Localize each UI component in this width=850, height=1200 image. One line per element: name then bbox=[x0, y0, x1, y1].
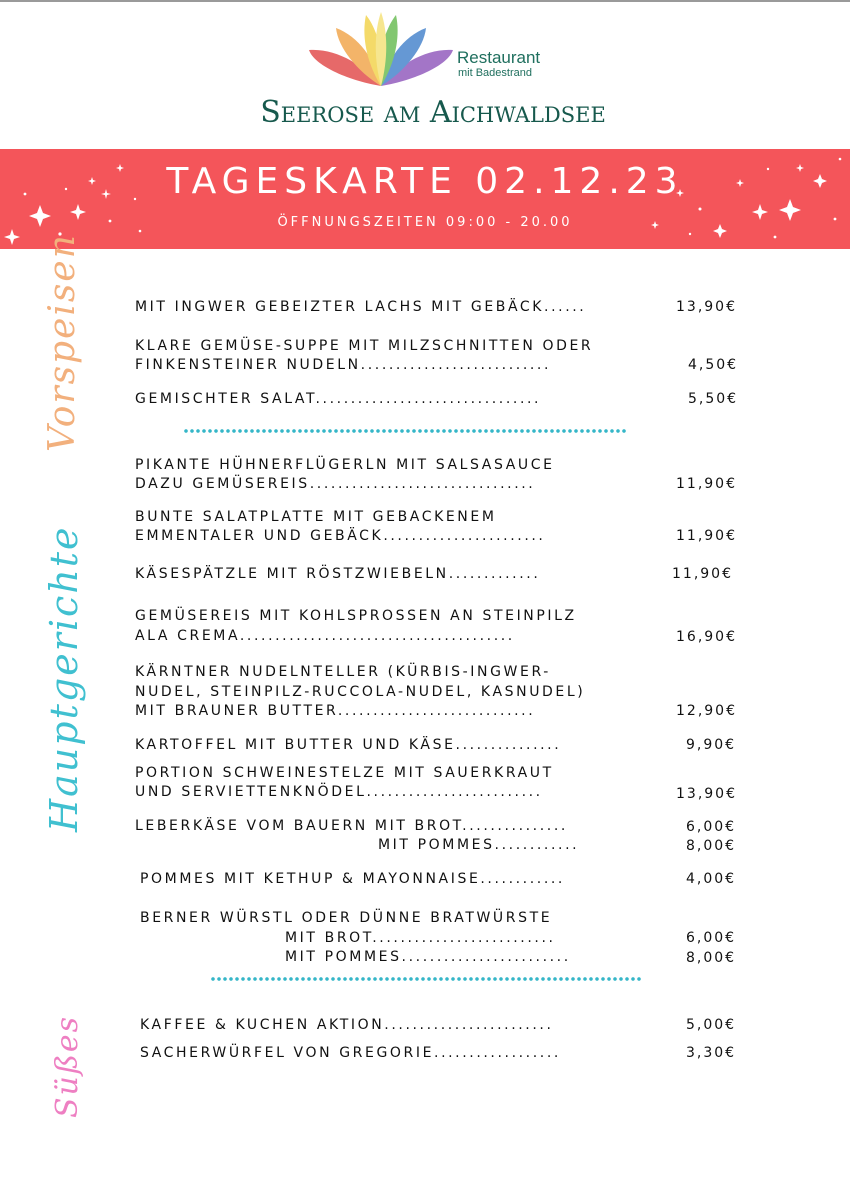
menu-price-pommes: 4,00€ bbox=[686, 871, 737, 887]
menu-price-salat: 5,50€ bbox=[688, 391, 739, 407]
menu-item-gemuesereis: GEMÜSEREIS MIT KOHLSPROSSEN AN STEINPILZ bbox=[135, 608, 577, 624]
section-label-suesses: Süßes bbox=[50, 1014, 85, 1118]
menu-price-wuerstel-pommes: 8,00€ bbox=[686, 950, 737, 966]
menu-item-salatplatte-line2: EMMENTALER UND GEBÄCK....................... bbox=[135, 528, 546, 544]
title-banner bbox=[0, 149, 850, 249]
menu-item-schweinestelze-line2: UND SERVIETTENKNÖDEL......................... bbox=[135, 784, 543, 800]
menu-price-gemuesereis: 16,90€ bbox=[676, 629, 737, 645]
menu-price-sacherwuerfel: 3,30€ bbox=[686, 1045, 737, 1061]
section-label-hauptgerichte: Hauptgerichte bbox=[42, 525, 86, 832]
menu-price-salatplatte: 11,90€ bbox=[676, 528, 737, 544]
menu-item-sacherwuerfel: SACHERWÜRFEL VON GREGORIE.................. bbox=[140, 1045, 561, 1061]
menu-item-nudelteller-line2: NUDEL, STEINPILZ-RUCCOLA-NUDEL, KASNUDEL) bbox=[135, 684, 586, 700]
menu-item-schweinestelze: PORTION SCHWEINESTELZE MIT SAUERKRAUT bbox=[135, 765, 554, 781]
section-separator bbox=[183, 428, 627, 434]
menu-item-salat: GEMISCHTER SALAT................................ bbox=[135, 391, 542, 407]
daily-menu-title: TAGESKARTE 02.12.23 bbox=[166, 161, 684, 202]
lotus-logo bbox=[306, 10, 456, 90]
menu-item-leberkaese: LEBERKÄSE VOM BAUERN MIT BROT............... bbox=[135, 818, 568, 834]
restaurant-name: Seerose am Aichwaldsee bbox=[260, 95, 606, 130]
menu-item-suppe-line2: FINKENSTEINER NUDELN........................... bbox=[135, 357, 552, 373]
menu-item-suppe: KLARE GEMÜSE-SUPPE MIT MILZSCHNITTEN ODER bbox=[135, 338, 594, 354]
menu-price-kaffee-kuchen: 5,00€ bbox=[686, 1017, 737, 1033]
menu-item-wuerstel-pommes: MIT POMMES........................ bbox=[285, 949, 571, 965]
menu-item-salatplatte: BUNTE SALATPLATTE MIT GEBACKENEM bbox=[135, 509, 497, 525]
opening-hours: ÖFFNUNGSZEITEN 09:00 - 20.00 bbox=[277, 215, 573, 230]
menu-item-kaffee-kuchen: KAFFEE & KUCHEN AKTION........................ bbox=[140, 1017, 554, 1033]
brand-restaurant-label: Restaurant bbox=[457, 48, 541, 67]
menu-item-leberkaese-pommes: MIT POMMES............ bbox=[378, 837, 580, 853]
menu-price-lachs: 13,90€ bbox=[676, 299, 737, 315]
brand-badestrand-label: mit Badestrand bbox=[458, 67, 532, 79]
menu-price-wuerstel-brot: 6,00€ bbox=[686, 930, 737, 946]
menu-price-kaesespaetzle: 11,90€ bbox=[672, 566, 733, 582]
menu-item-huehnerfluegerln-line2: DAZU GEMÜSEREIS................................ bbox=[135, 476, 536, 492]
section-label-vorspeisen: Vorspeisen bbox=[42, 233, 83, 452]
menu-price-suppe: 4,50€ bbox=[688, 357, 739, 373]
menu-item-lachs: MIT INGWER GEBEIZTER LACHS MIT GEBÄCK...... bbox=[135, 299, 587, 315]
menu-item-kartoffel: KARTOFFEL MIT BUTTER UND KÄSE............... bbox=[135, 737, 562, 753]
menu-price-leberkaese-pommes: 8,00€ bbox=[686, 838, 737, 854]
menu-price-leberkaese-brot: 6,00€ bbox=[686, 819, 737, 835]
menu-item-wuerstel: BERNER WÜRSTL ODER DÜNNE BRATWÜRSTE bbox=[140, 910, 553, 926]
menu-price-nudelteller: 12,90€ bbox=[676, 703, 737, 719]
menu-price-schweinestelze: 13,90€ bbox=[676, 786, 737, 802]
menu-item-nudelteller-line3: MIT BRAUNER BUTTER............................ bbox=[135, 703, 536, 719]
menu-price-kartoffel: 9,90€ bbox=[686, 737, 737, 753]
menu-item-pommes: POMMES MIT KETHUP & MAYONNAISE............ bbox=[140, 871, 565, 887]
menu-item-kaesespaetzle: KÄSESPÄTZLE MIT RÖSTZWIEBELN............. bbox=[135, 566, 541, 582]
menu-item-gemuesereis-line2: ALA CREMA....................................... bbox=[135, 628, 515, 644]
menu-item-huehnerfluegerln: PIKANTE HÜHNERFLÜGERLN MIT SALSASAUCE bbox=[135, 457, 555, 473]
section-separator bbox=[210, 976, 642, 982]
menu-item-nudelteller: KÄRNTNER NUDELNTELLER (KÜRBIS-INGWER- bbox=[135, 664, 551, 680]
menu-price-huehnerfluegerln: 11,90€ bbox=[676, 476, 737, 492]
menu-item-wuerstel-brot: MIT BROT.......................... bbox=[285, 930, 556, 946]
top-border-line bbox=[0, 0, 850, 2]
